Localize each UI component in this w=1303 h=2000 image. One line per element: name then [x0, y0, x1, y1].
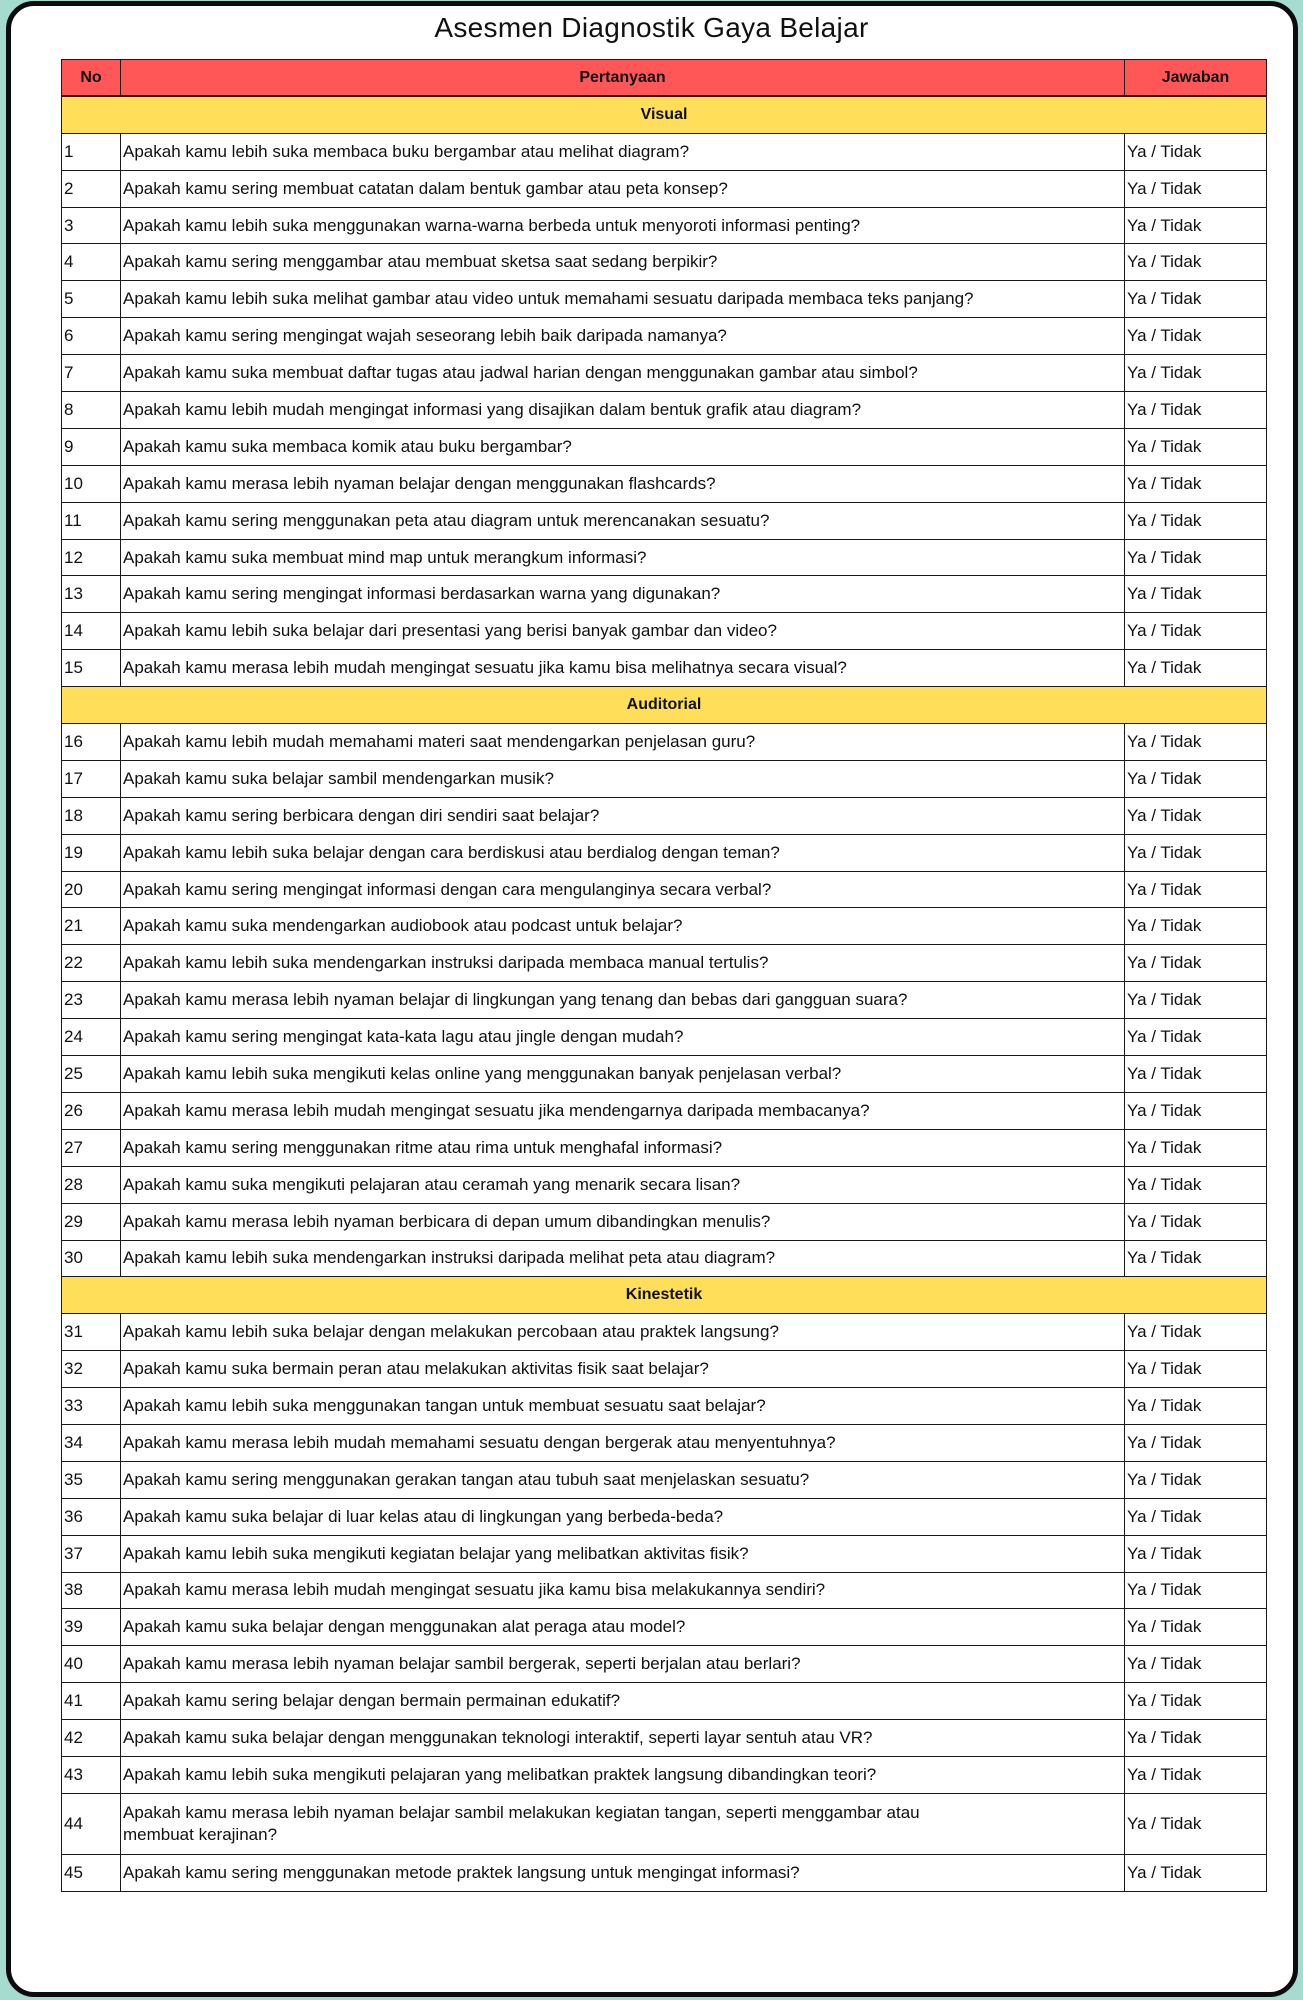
question-number: 34 [62, 1424, 121, 1461]
answer-options[interactable]: Ya / Tidak [1125, 502, 1267, 539]
question-number: 44 [62, 1793, 121, 1854]
question-number: 22 [62, 945, 121, 982]
answer-options[interactable]: Ya / Tidak [1125, 797, 1267, 834]
answer-options[interactable]: Ya / Tidak [1125, 318, 1267, 355]
question-text: Apakah kamu sering belajar dengan bermain permainan edukatif? [121, 1683, 1125, 1720]
question-number: 31 [62, 1314, 121, 1351]
question-text: Apakah kamu lebih suka belajar dengan melakukan percobaan atau praktek langsung? [121, 1314, 1125, 1351]
table-row [62, 281, 1267, 318]
table-row [62, 1609, 1267, 1646]
question-number: 45 [62, 1854, 121, 1891]
question-text: Apakah kamu suka mendengarkan audiobook atau podcast untuk belajar? [121, 908, 1125, 945]
question-number: 18 [62, 797, 121, 834]
question-text: Apakah kamu sering mengingat kata-kata lagu atau jingle dengan mudah? [121, 1019, 1125, 1056]
table-row [62, 1092, 1267, 1129]
question-number: 10 [62, 465, 121, 502]
section-row-auditorial [62, 687, 1267, 724]
column-header-question: Pertanyaan [121, 60, 1125, 97]
question-text: Apakah kamu lebih suka mendengarkan instruksi daripada membaca manual tertulis? [121, 945, 1125, 982]
question-text: Apakah kamu sering mengingat informasi dengan cara mengulanginya secara verbal? [121, 871, 1125, 908]
table-row [62, 982, 1267, 1019]
question-number: 11 [62, 502, 121, 539]
question-number: 26 [62, 1092, 121, 1129]
question-text: Apakah kamu suka belajar di luar kelas atau di lingkungan yang berbeda-beda? [121, 1498, 1125, 1535]
table-row [62, 1756, 1267, 1793]
question-number: 32 [62, 1351, 121, 1388]
section-label: Auditorial [62, 687, 1267, 724]
page-title: Asesmen Diagnostik Gaya Belajar [434, 12, 869, 43]
table-row [62, 1240, 1267, 1277]
question-text: Apakah kamu merasa lebih nyaman berbicara di depan umum dibandingkan menulis? [121, 1203, 1125, 1240]
table-row [62, 355, 1267, 392]
table-row [62, 1498, 1267, 1535]
table-row [62, 797, 1267, 834]
table-row [62, 133, 1267, 170]
answer-options[interactable]: Ya / Tidak [1125, 1351, 1267, 1388]
table-row [62, 1461, 1267, 1498]
question-text: Apakah kamu lebih suka menggunakan tangan untuk membuat sesuatu saat belajar? [121, 1388, 1125, 1425]
question-text: Apakah kamu merasa lebih mudah memahami sesuatu dengan bergerak atau menyentuhnya? [121, 1424, 1125, 1461]
answer-options[interactable]: Ya / Tidak [1125, 1498, 1267, 1535]
table-row [62, 724, 1267, 761]
question-text: Apakah kamu lebih suka mengikuti pelajaran yang melibatkan praktek langsung dibandingkan teori? [121, 1756, 1125, 1793]
question-text: Apakah kamu suka membaca komik atau buku bergambar? [121, 428, 1125, 465]
question-text: Apakah kamu suka mengikuti pelajaran atau ceramah yang menarik secara lisan? [121, 1166, 1125, 1203]
question-number: 42 [62, 1720, 121, 1757]
answer-options[interactable]: Ya / Tidak [1125, 1572, 1267, 1609]
answer-options[interactable]: Ya / Tidak [1125, 244, 1267, 281]
answer-options[interactable]: Ya / Tidak [1125, 871, 1267, 908]
answer-options[interactable]: Ya / Tidak [1125, 1203, 1267, 1240]
table-row [62, 1683, 1267, 1720]
table-row [62, 650, 1267, 687]
answer-options[interactable]: Ya / Tidak [1125, 170, 1267, 207]
answer-options[interactable]: Ya / Tidak [1125, 908, 1267, 945]
question-number: 25 [62, 1056, 121, 1093]
answer-options[interactable]: Ya / Tidak [1125, 1129, 1267, 1166]
question-text: Apakah kamu suka belajar sambil mendengarkan musik? [121, 760, 1125, 797]
question-text: Apakah kamu sering menggunakan peta atau diagram untuk merencanakan sesuatu? [121, 502, 1125, 539]
answer-options[interactable]: Ya / Tidak [1125, 1646, 1267, 1683]
answer-options[interactable]: Ya / Tidak [1125, 428, 1267, 465]
table-row [62, 502, 1267, 539]
table-row [62, 1203, 1267, 1240]
table-row [62, 613, 1267, 650]
question-number: 38 [62, 1572, 121, 1609]
question-text: Apakah kamu sering menggunakan metode praktek langsung untuk mengingat informasi? [121, 1854, 1125, 1891]
section-label: Kinestetik [62, 1277, 1267, 1314]
question-text: Apakah kamu sering membuat catatan dalam bentuk gambar atau peta konsep? [121, 170, 1125, 207]
table-row [62, 1424, 1267, 1461]
question-number: 40 [62, 1646, 121, 1683]
answer-options[interactable]: Ya / Tidak [1125, 1092, 1267, 1129]
question-text: Apakah kamu sering mengingat wajah seseorang lebih baik daripada namanya? [121, 318, 1125, 355]
table-row [62, 318, 1267, 355]
question-text: Apakah kamu merasa lebih mudah mengingat sesuatu jika mendengarnya daripada membacanya? [121, 1092, 1125, 1129]
table-row [62, 1720, 1267, 1757]
question-text: Apakah kamu lebih suka mendengarkan instruksi daripada melihat peta atau diagram? [121, 1240, 1125, 1277]
question-number: 17 [62, 760, 121, 797]
table-row [62, 760, 1267, 797]
answer-options[interactable]: Ya / Tidak [1125, 1793, 1267, 1854]
question-text: Apakah kamu lebih mudah mengingat informasi yang disajikan dalam bentuk grafik atau diagram? [121, 392, 1125, 429]
question-number: 28 [62, 1166, 121, 1203]
answer-options[interactable]: Ya / Tidak [1125, 1756, 1267, 1793]
question-number: 36 [62, 1498, 121, 1535]
question-number: 43 [62, 1756, 121, 1793]
answer-options[interactable]: Ya / Tidak [1125, 1609, 1267, 1646]
answer-options[interactable]: Ya / Tidak [1125, 1535, 1267, 1572]
answer-options[interactable]: Ya / Tidak [1125, 650, 1267, 687]
question-number: 27 [62, 1129, 121, 1166]
question-number: 39 [62, 1609, 121, 1646]
table-row [62, 539, 1267, 576]
answer-options[interactable]: Ya / Tidak [1125, 1854, 1267, 1891]
question-text: Apakah kamu merasa lebih nyaman belajar di lingkungan yang tenang dan bebas dari gangguan suara? [121, 982, 1125, 1019]
table-row [62, 908, 1267, 945]
question-text: Apakah kamu merasa lebih mudah mengingat sesuatu jika kamu bisa melihatnya secara visual? [121, 650, 1125, 687]
answer-options[interactable]: Ya / Tidak [1125, 1388, 1267, 1425]
section-label: Visual [62, 96, 1267, 133]
question-number: 1 [62, 133, 121, 170]
answer-options[interactable]: Ya / Tidak [1125, 133, 1267, 170]
header-row [62, 60, 1267, 97]
question-text: Apakah kamu merasa lebih nyaman belajar sambil melakukan kegiatan tangan, seperti menggambar atau membuat kerajinan? [121, 1793, 1125, 1854]
answer-options[interactable]: Ya / Tidak [1125, 539, 1267, 576]
question-number: 30 [62, 1240, 121, 1277]
column-header-no: No [62, 60, 121, 97]
question-text: Apakah kamu sering menggunakan gerakan tangan atau tubuh saat menjelaskan sesuatu? [121, 1461, 1125, 1498]
question-number: 13 [62, 576, 121, 613]
table-row [62, 1129, 1267, 1166]
answer-options[interactable]: Ya / Tidak [1125, 355, 1267, 392]
section-row-kinestetik [62, 1277, 1267, 1314]
question-number: 3 [62, 207, 121, 244]
table-row [62, 1019, 1267, 1056]
table-row [62, 392, 1267, 429]
question-number: 33 [62, 1388, 121, 1425]
answer-options[interactable]: Ya / Tidak [1125, 1424, 1267, 1461]
table-row [62, 207, 1267, 244]
answer-options[interactable]: Ya / Tidak [1125, 1056, 1267, 1093]
answer-options[interactable]: Ya / Tidak [1125, 1314, 1267, 1351]
question-number: 7 [62, 355, 121, 392]
answer-options[interactable]: Ya / Tidak [1125, 760, 1267, 797]
question-text: Apakah kamu suka bermain peran atau melakukan aktivitas fisik saat belajar? [121, 1351, 1125, 1388]
question-number: 37 [62, 1535, 121, 1572]
question-number: 29 [62, 1203, 121, 1240]
table-row [62, 1854, 1267, 1891]
answer-options[interactable]: Ya / Tidak [1125, 576, 1267, 613]
question-number: 23 [62, 982, 121, 1019]
table-row [62, 1388, 1267, 1425]
question-text: Apakah kamu sering menggunakan ritme atau rima untuk menghafal informasi? [121, 1129, 1125, 1166]
question-number: 8 [62, 392, 121, 429]
table-row [62, 1572, 1267, 1609]
question-text: Apakah kamu lebih suka belajar dengan cara berdiskusi atau berdialog dengan teman? [121, 834, 1125, 871]
answer-options[interactable]: Ya / Tidak [1125, 1461, 1267, 1498]
answer-options[interactable]: Ya / Tidak [1125, 392, 1267, 429]
table-row [62, 945, 1267, 982]
question-text: Apakah kamu suka membuat daftar tugas atau jadwal harian dengan menggunakan gambar atau simbol? [121, 355, 1125, 392]
question-text: Apakah kamu sering berbicara dengan diri sendiri saat belajar? [121, 797, 1125, 834]
question-text: Apakah kamu suka belajar dengan menggunakan alat peraga atau model? [121, 1609, 1125, 1646]
question-number: 20 [62, 871, 121, 908]
table-row [62, 1166, 1267, 1203]
answer-options[interactable]: Ya / Tidak [1125, 1240, 1267, 1277]
table-row [62, 1793, 1267, 1854]
table-row [62, 1314, 1267, 1351]
table-row [62, 1056, 1267, 1093]
table-row [62, 465, 1267, 502]
question-text: Apakah kamu lebih suka mengikuti kegiatan belajar yang melibatkan aktivitas fisik? [121, 1535, 1125, 1572]
section-row-visual [62, 96, 1267, 133]
question-number: 14 [62, 613, 121, 650]
question-number: 19 [62, 834, 121, 871]
table-row [62, 1535, 1267, 1572]
question-number: 12 [62, 539, 121, 576]
question-text: Apakah kamu merasa lebih nyaman belajar dengan menggunakan flashcards? [121, 465, 1125, 502]
answer-options[interactable]: Ya / Tidak [1125, 724, 1267, 761]
question-text: Apakah kamu lebih suka menggunakan warna-warna berbeda untuk menyoroti informasi penting? [121, 207, 1125, 244]
question-number: 41 [62, 1683, 121, 1720]
question-text: Apakah kamu suka membuat mind map untuk merangkum informasi? [121, 539, 1125, 576]
question-text: Apakah kamu lebih suka membaca buku bergambar atau melihat diagram? [121, 133, 1125, 170]
table-row [62, 871, 1267, 908]
question-number: 21 [62, 908, 121, 945]
table-row [62, 576, 1267, 613]
question-text: Apakah kamu merasa lebih mudah mengingat sesuatu jika kamu bisa melakukannya sendiri? [121, 1572, 1125, 1609]
table-row [62, 244, 1267, 281]
answer-options[interactable]: Ya / Tidak [1125, 281, 1267, 318]
answer-options[interactable]: Ya / Tidak [1125, 1166, 1267, 1203]
answer-options[interactable]: Ya / Tidak [1125, 945, 1267, 982]
question-number: 2 [62, 170, 121, 207]
question-text: Apakah kamu suka belajar dengan menggunakan teknologi interaktif, seperti layar sentuh atau VR? [121, 1720, 1125, 1757]
answer-options[interactable]: Ya / Tidak [1125, 613, 1267, 650]
question-text: Apakah kamu lebih suka melihat gambar atau video untuk memahami sesuatu daripada membaca teks panjang? [121, 281, 1125, 318]
answer-options[interactable]: Ya / Tidak [1125, 982, 1267, 1019]
answer-options[interactable]: Ya / Tidak [1125, 207, 1267, 244]
answer-options[interactable]: Ya / Tidak [1125, 1720, 1267, 1757]
answer-options[interactable]: Ya / Tidak [1125, 1683, 1267, 1720]
question-text: Apakah kamu lebih suka mengikuti kelas online yang menggunakan banyak penjelasan verbal? [121, 1056, 1125, 1093]
question-text: Apakah kamu merasa lebih nyaman belajar sambil bergerak, seperti berjalan atau berlari? [121, 1646, 1125, 1683]
question-number: 16 [62, 724, 121, 761]
table-body [62, 96, 1267, 1891]
table-row [62, 1646, 1267, 1683]
table-row [62, 1351, 1267, 1388]
table-row [62, 834, 1267, 871]
column-header-answer: Jawaban [1125, 60, 1267, 97]
question-text: Apakah kamu sering mengingat informasi berdasarkan warna yang digunakan? [121, 576, 1125, 613]
question-number: 35 [62, 1461, 121, 1498]
assessment-table [61, 59, 1267, 1892]
question-number: 15 [62, 650, 121, 687]
question-text: Apakah kamu lebih mudah memahami materi saat mendengarkan penjelasan guru? [121, 724, 1125, 761]
question-number: 6 [62, 318, 121, 355]
question-number: 5 [62, 281, 121, 318]
answer-options[interactable]: Ya / Tidak [1125, 1019, 1267, 1056]
table-row [62, 170, 1267, 207]
answer-options[interactable]: Ya / Tidak [1125, 465, 1267, 502]
question-text: Apakah kamu sering menggambar atau membuat sketsa saat sedang berpikir? [121, 244, 1125, 281]
answer-options[interactable]: Ya / Tidak [1125, 834, 1267, 871]
question-number: 4 [62, 244, 121, 281]
question-text: Apakah kamu lebih suka belajar dari presentasi yang berisi banyak gambar dan video? [121, 613, 1125, 650]
question-number: 9 [62, 428, 121, 465]
question-number: 24 [62, 1019, 121, 1056]
table-row [62, 428, 1267, 465]
